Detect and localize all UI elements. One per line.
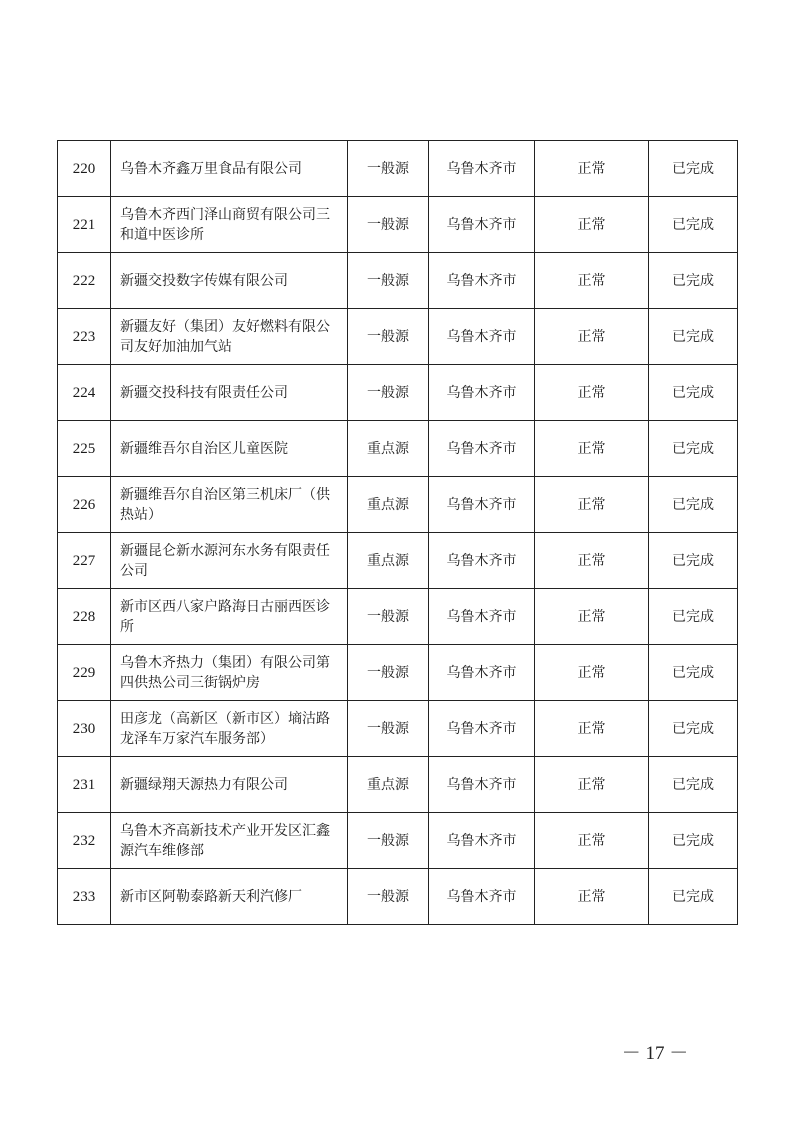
company-name-cell: 新疆友好（集团）友好燃料有限公司友好加油加气站 bbox=[111, 309, 348, 365]
completion-status-cell: 已完成 bbox=[649, 701, 738, 757]
row-number-cell: 233 bbox=[58, 869, 111, 925]
row-number-cell: 222 bbox=[58, 253, 111, 309]
source-type-cell: 一般源 bbox=[348, 701, 429, 757]
company-name-cell: 新疆维吾尔自治区儿童医院 bbox=[111, 421, 348, 477]
operating-status-cell: 正常 bbox=[535, 645, 649, 701]
row-number-cell: 227 bbox=[58, 533, 111, 589]
row-number-cell: 231 bbox=[58, 757, 111, 813]
company-name-cell: 新市区西八家户路海日古丽西医诊所 bbox=[111, 589, 348, 645]
source-type-cell: 一般源 bbox=[348, 645, 429, 701]
row-number-cell: 221 bbox=[58, 197, 111, 253]
page-number: － 17 － bbox=[621, 1043, 689, 1064]
row-number-cell: 220 bbox=[58, 141, 111, 197]
company-name-cell: 田彦龙（高新区（新市区）墒沽路龙泽车万家汽车服务部） bbox=[111, 701, 348, 757]
company-name-cell: 乌鲁木齐鑫万里食品有限公司 bbox=[111, 141, 348, 197]
company-name-cell: 新疆维吾尔自治区第三机床厂（供热站） bbox=[111, 477, 348, 533]
completion-status-cell: 已完成 bbox=[649, 813, 738, 869]
source-type-cell: 重点源 bbox=[348, 421, 429, 477]
company-name-cell: 新疆交投数字传媒有限公司 bbox=[111, 253, 348, 309]
completion-status-cell: 已完成 bbox=[649, 197, 738, 253]
source-type-cell: 一般源 bbox=[348, 589, 429, 645]
operating-status-cell: 正常 bbox=[535, 533, 649, 589]
source-type-cell: 一般源 bbox=[348, 197, 429, 253]
source-type-cell: 一般源 bbox=[348, 141, 429, 197]
completion-status-cell: 已完成 bbox=[649, 757, 738, 813]
source-type-cell: 重点源 bbox=[348, 533, 429, 589]
table-row bbox=[58, 253, 738, 309]
region-cell: 乌鲁木齐市 bbox=[429, 533, 535, 589]
source-type-cell: 一般源 bbox=[348, 869, 429, 925]
table-row bbox=[58, 645, 738, 701]
operating-status-cell: 正常 bbox=[535, 197, 649, 253]
operating-status-cell: 正常 bbox=[535, 421, 649, 477]
company-name-cell: 乌鲁木齐热力（集团）有限公司第四供热公司三街锅炉房 bbox=[111, 645, 348, 701]
region-cell: 乌鲁木齐市 bbox=[429, 701, 535, 757]
row-number-cell: 228 bbox=[58, 589, 111, 645]
region-cell: 乌鲁木齐市 bbox=[429, 757, 535, 813]
operating-status-cell: 正常 bbox=[535, 365, 649, 421]
table-row bbox=[58, 589, 738, 645]
table-row bbox=[58, 869, 738, 925]
region-cell: 乌鲁木齐市 bbox=[429, 477, 535, 533]
pollution-source-table bbox=[57, 140, 738, 925]
source-type-cell: 一般源 bbox=[348, 309, 429, 365]
company-name-cell: 新疆昆仑新水源河东水务有限责任公司 bbox=[111, 533, 348, 589]
operating-status-cell: 正常 bbox=[535, 141, 649, 197]
table-row bbox=[58, 365, 738, 421]
row-number-cell: 225 bbox=[58, 421, 111, 477]
table-row bbox=[58, 533, 738, 589]
region-cell: 乌鲁木齐市 bbox=[429, 869, 535, 925]
region-cell: 乌鲁木齐市 bbox=[429, 309, 535, 365]
region-cell: 乌鲁木齐市 bbox=[429, 365, 535, 421]
region-cell: 乌鲁木齐市 bbox=[429, 645, 535, 701]
company-name-cell: 新市区阿勒泰路新天利汽修厂 bbox=[111, 869, 348, 925]
completion-status-cell: 已完成 bbox=[649, 533, 738, 589]
table-row bbox=[58, 477, 738, 533]
operating-status-cell: 正常 bbox=[535, 253, 649, 309]
source-type-cell: 重点源 bbox=[348, 757, 429, 813]
table-row bbox=[58, 197, 738, 253]
row-number-cell: 223 bbox=[58, 309, 111, 365]
operating-status-cell: 正常 bbox=[535, 813, 649, 869]
row-number-cell: 229 bbox=[58, 645, 111, 701]
row-number-cell: 230 bbox=[58, 701, 111, 757]
company-name-cell: 新疆交投科技有限责任公司 bbox=[111, 365, 348, 421]
row-number-cell: 226 bbox=[58, 477, 111, 533]
company-name-cell: 乌鲁木齐高新技术产业开发区汇鑫源汽车维修部 bbox=[111, 813, 348, 869]
operating-status-cell: 正常 bbox=[535, 701, 649, 757]
source-type-cell: 重点源 bbox=[348, 477, 429, 533]
table-row bbox=[58, 141, 738, 197]
source-type-cell: 一般源 bbox=[348, 253, 429, 309]
source-type-cell: 一般源 bbox=[348, 813, 429, 869]
operating-status-cell: 正常 bbox=[535, 757, 649, 813]
completion-status-cell: 已完成 bbox=[649, 477, 738, 533]
completion-status-cell: 已完成 bbox=[649, 309, 738, 365]
completion-status-cell: 已完成 bbox=[649, 421, 738, 477]
completion-status-cell: 已完成 bbox=[649, 589, 738, 645]
region-cell: 乌鲁木齐市 bbox=[429, 813, 535, 869]
completion-status-cell: 已完成 bbox=[649, 141, 738, 197]
completion-status-cell: 已完成 bbox=[649, 645, 738, 701]
operating-status-cell: 正常 bbox=[535, 869, 649, 925]
region-cell: 乌鲁木齐市 bbox=[429, 197, 535, 253]
table-row bbox=[58, 757, 738, 813]
table-row bbox=[58, 701, 738, 757]
table-row bbox=[58, 309, 738, 365]
completion-status-cell: 已完成 bbox=[649, 365, 738, 421]
operating-status-cell: 正常 bbox=[535, 309, 649, 365]
region-cell: 乌鲁木齐市 bbox=[429, 253, 535, 309]
operating-status-cell: 正常 bbox=[535, 589, 649, 645]
source-type-cell: 一般源 bbox=[348, 365, 429, 421]
table-body bbox=[58, 141, 738, 925]
table-row bbox=[58, 421, 738, 477]
region-cell: 乌鲁木齐市 bbox=[429, 421, 535, 477]
row-number-cell: 224 bbox=[58, 365, 111, 421]
completion-status-cell: 已完成 bbox=[649, 869, 738, 925]
completion-status-cell: 已完成 bbox=[649, 253, 738, 309]
company-name-cell: 乌鲁木齐西门泽山商贸有限公司三和道中医诊所 bbox=[111, 197, 348, 253]
row-number-cell: 232 bbox=[58, 813, 111, 869]
region-cell: 乌鲁木齐市 bbox=[429, 589, 535, 645]
operating-status-cell: 正常 bbox=[535, 477, 649, 533]
table-row bbox=[58, 813, 738, 869]
company-name-cell: 新疆绿翔天源热力有限公司 bbox=[111, 757, 348, 813]
region-cell: 乌鲁木齐市 bbox=[429, 141, 535, 197]
